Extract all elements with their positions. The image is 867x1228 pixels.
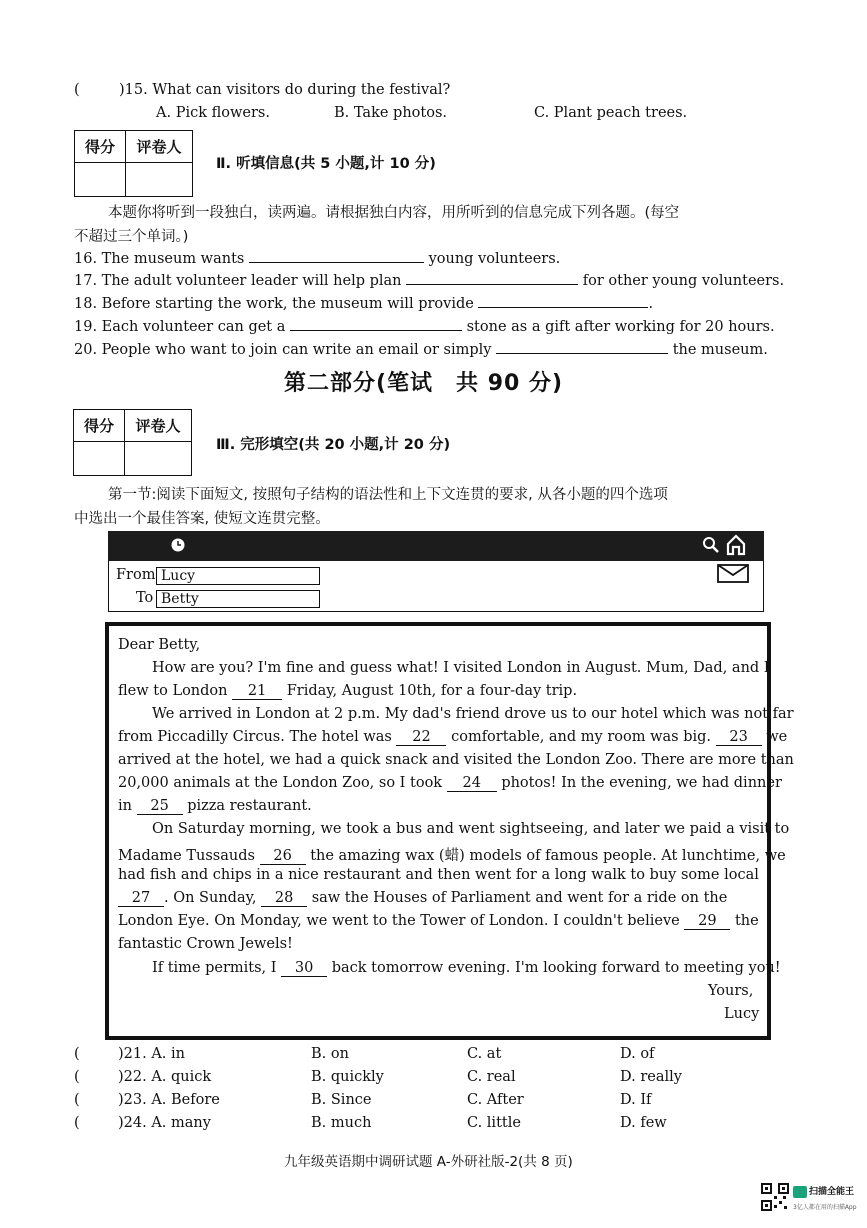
choice-a[interactable]: )23. A. Before: [118, 1092, 220, 1108]
blank-23[interactable]: 23: [716, 729, 762, 746]
letter-greeting: Dear Betty,: [118, 637, 201, 653]
q15-option-c: C. Plant peach trees.: [534, 105, 688, 121]
score-cell: [74, 442, 125, 476]
choice-a[interactable]: )22. A. quick: [118, 1069, 212, 1085]
letter-line: had fish and chips in a nice restaurant and then went for a long walk to buy some local: [118, 867, 759, 883]
question-20: 20. People who want to join can write an email or simply the museum.: [74, 339, 768, 358]
watermark-name: 扫描全能王: [809, 1187, 855, 1197]
answer-paren[interactable]: (: [74, 1115, 80, 1131]
letter-line: 20,000 animals at the London Zoo, so I took 24 photos! In the evening, we had dinner: [118, 775, 782, 791]
search-icon[interactable]: [702, 536, 720, 558]
choice-b[interactable]: B. on: [311, 1046, 349, 1062]
letter-line: arrived at the hotel, we had a quick snack and visited the London Zoo. There are more than: [118, 752, 794, 768]
score-label: 得分: [75, 131, 126, 163]
question-17: 17. The adult volunteer leader will help plan for other young volunteers.: [74, 270, 784, 289]
letter-line: We arrived in London at 2 p.m. My dad's friend drove us to our hotel which was not far: [152, 706, 794, 722]
to-field[interactable]: Betty: [156, 590, 320, 608]
section-2-instructions: 本题你将听到一段独白，读两遍。请根据独白内容，用所听到的信息完成下列各题。(每空: [108, 205, 680, 221]
letter-signature: Lucy: [724, 1006, 760, 1022]
letter-box: [105, 622, 794, 1040]
choice-c[interactable]: C. real: [467, 1069, 516, 1085]
camscanner-logo-icon: [793, 1186, 807, 1198]
blank-25[interactable]: 25: [137, 798, 183, 815]
letter-line: How are you? I'm fine and guess what! I visited London in August. Mum, Dad, and I: [152, 660, 770, 676]
choice-d[interactable]: D. really: [620, 1069, 682, 1085]
answer-blank-20[interactable]: [496, 339, 668, 354]
home-icon[interactable]: [726, 534, 746, 560]
answer-blank-17[interactable]: [406, 270, 578, 285]
choice-c[interactable]: C. at: [467, 1046, 502, 1062]
choice-b[interactable]: B. Since: [311, 1092, 372, 1108]
blank-28[interactable]: 28: [261, 890, 307, 907]
score-box: [74, 130, 193, 197]
choice-a[interactable]: )21. A. in: [118, 1046, 185, 1062]
letter-line: from Piccadilly Circus. The hotel was 22 comfortable, and my room was big. 23 we: [118, 729, 788, 745]
section-3-instructions: 第一节:阅读下面短文, 按照句子结构的语法性和上下文连贯的要求, 从各小题的四个选项: [108, 487, 668, 503]
blank-22[interactable]: 22: [396, 729, 446, 746]
score-cell: [75, 163, 126, 197]
q15-option-a: A. Pick flowers.: [156, 105, 270, 121]
choice-d[interactable]: D. of: [620, 1046, 655, 1062]
choice-c[interactable]: C. After: [467, 1092, 524, 1108]
letter-line: London Eye. On Monday, we went to the Tower of London. I couldn't believe 29 the: [118, 913, 759, 929]
to-label: To: [136, 590, 154, 606]
grader-cell: [126, 163, 193, 197]
letter-line: If time permits, I 30 back tomorrow evening. I'm looking forward to meeting you!: [152, 960, 781, 976]
envelope-icon[interactable]: [717, 564, 749, 588]
blank-27[interactable]: 27: [118, 890, 164, 907]
grader-cell: [125, 442, 192, 476]
answer-blank-16[interactable]: [249, 248, 424, 263]
choice-c[interactable]: C. little: [467, 1115, 521, 1131]
page-footer: 九年级英语期中调研试题 A-外研社版-2(共 8 页): [284, 1154, 573, 1170]
choice-b[interactable]: B. quickly: [311, 1069, 384, 1085]
letter-line: fantastic Crown Jewels!: [118, 936, 293, 952]
blank-30[interactable]: 30: [281, 960, 327, 977]
section-3-heading: Ⅲ. 完形填空(共 20 小题,计 20 分): [216, 437, 451, 453]
blank-26[interactable]: 26: [260, 848, 306, 865]
blank-29[interactable]: 29: [684, 913, 730, 930]
clock-icon: [170, 537, 186, 557]
question-16: 16. The museum wants young volunteers.: [74, 248, 560, 267]
letter-line: Madame Tussauds 26 the amazing wax (蜡) models of famous people. At lunchtime, we: [118, 848, 786, 864]
from-field[interactable]: Lucy: [156, 567, 320, 585]
choice-d[interactable]: D. If: [620, 1092, 652, 1108]
choice-b[interactable]: B. much: [311, 1115, 372, 1131]
blank-21[interactable]: 21: [232, 683, 282, 700]
section-2-instructions-cont: 不超过三个单词。): [74, 229, 189, 245]
choice-d[interactable]: D. few: [620, 1115, 667, 1131]
choice-a[interactable]: )24. A. many: [118, 1115, 211, 1131]
section-3-instructions-cont: 中选出一个最佳答案, 使短文连贯完整。: [74, 511, 330, 527]
letter-line: 27 . On Sunday, 28 saw the Houses of Parliament and went for a ride on the: [118, 890, 727, 907]
letter-line: in 25 pizza restaurant.: [118, 798, 312, 814]
letter-closing: Yours,: [708, 983, 754, 999]
from-label: From: [116, 567, 156, 583]
grader-label: 评卷人: [125, 410, 192, 442]
question-18: 18. Before starting the work, the museum will provide .: [74, 293, 653, 312]
blank-24[interactable]: 24: [447, 775, 497, 792]
answer-paren[interactable]: (: [74, 1092, 80, 1108]
answer-blank-18[interactable]: [478, 293, 648, 308]
question-15-stem: )15. What can visitors do during the festival?: [119, 82, 451, 98]
answer-blank-19[interactable]: [290, 316, 462, 331]
watermark-sub: 3亿人都在用的扫描App: [793, 1204, 857, 1211]
email-toolbar: [108, 531, 764, 561]
score-box-2: [73, 409, 192, 476]
section-2-heading: Ⅱ. 听填信息(共 5 小题,计 10 分): [216, 156, 436, 172]
question-19: 19. Each volunteer can get a stone as a gift after working for 20 hours.: [74, 316, 775, 335]
answer-paren: (: [74, 82, 80, 98]
letter-line: flew to London 21 Friday, August 10th, for a four-day trip.: [118, 683, 578, 699]
score-label: 得分: [74, 410, 125, 442]
email-header: [108, 561, 764, 612]
qr-code-icon: [761, 1183, 789, 1215]
part-2-title: 第二部分(笔试 共 90 分): [284, 371, 564, 396]
scanner-watermark: [757, 1176, 861, 1222]
answer-paren[interactable]: (: [74, 1069, 80, 1085]
letter-line: On Saturday morning, we took a bus and went sightseeing, and later we paid a visit to: [152, 821, 790, 837]
grader-label: 评卷人: [126, 131, 193, 163]
answer-paren[interactable]: (: [74, 1046, 80, 1062]
q15-option-b: B. Take photos.: [334, 105, 447, 121]
